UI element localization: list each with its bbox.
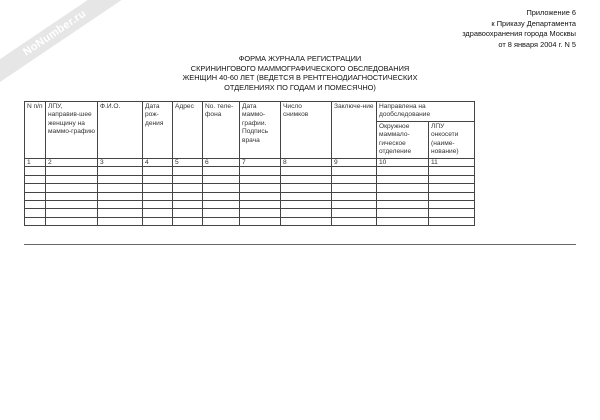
empty-cell: [203, 209, 240, 217]
table-row: [25, 209, 475, 217]
table-row: [25, 167, 475, 175]
header-cell: Дата рож-дения: [143, 102, 173, 159]
empty-cell: [46, 184, 98, 192]
empty-cell: [46, 217, 98, 225]
empty-cell: [173, 217, 203, 225]
empty-cell: [203, 167, 240, 175]
empty-cell: [240, 175, 281, 183]
table-row: [25, 192, 475, 200]
empty-cell: [173, 175, 203, 183]
empty-cell: [173, 184, 203, 192]
title-line: СКРИНИНГОВОГО МАММОГРАФИЧЕСКОГО ОБСЛЕДОВАНИЯ: [190, 63, 410, 73]
empty-cell: [143, 217, 173, 225]
empty-cell: [98, 200, 143, 208]
empty-cell: [203, 200, 240, 208]
empty-cell: [203, 192, 240, 200]
empty-cell: [143, 209, 173, 217]
document-title: [150, 54, 450, 92]
empty-cell: [143, 167, 173, 175]
empty-cell: [25, 209, 46, 217]
empty-cell: [332, 184, 377, 192]
empty-cell: [46, 175, 98, 183]
empty-cell: [240, 184, 281, 192]
appendix-reference: [462, 8, 576, 50]
empty-cell: [98, 217, 143, 225]
column-number-row: [25, 158, 475, 167]
empty-cell: [332, 167, 377, 175]
empty-cell: [25, 167, 46, 175]
empty-cell: [429, 192, 475, 200]
appendix-line: от 8 января 2004 г. N 5: [498, 39, 576, 49]
column-number: 2: [46, 158, 98, 167]
empty-cell: [25, 200, 46, 208]
title-line: ЖЕНЩИН 40-60 ЛЕТ (ВЕДЕТСЯ В РЕНТГЕНОДИАГНОСТИЧЕСКИХ: [182, 73, 418, 83]
column-number: 8: [281, 158, 332, 167]
column-number: 6: [203, 158, 240, 167]
empty-cell: [25, 192, 46, 200]
empty-cell: [429, 184, 475, 192]
empty-cell: [281, 167, 332, 175]
empty-cell: [281, 217, 332, 225]
empty-cell: [429, 209, 475, 217]
empty-cell: [203, 175, 240, 183]
column-number: 10: [377, 158, 429, 167]
empty-cell: [143, 200, 173, 208]
header-cell: Дата маммо-графии. Подпись врача: [240, 102, 281, 159]
appendix-line: к Приказу Департамента: [491, 18, 576, 28]
empty-cell: [98, 184, 143, 192]
empty-cell: [377, 184, 429, 192]
empty-cell: [281, 192, 332, 200]
empty-cell: [429, 217, 475, 225]
empty-cell: [332, 217, 377, 225]
empty-cell: [173, 200, 203, 208]
empty-cell: [240, 167, 281, 175]
empty-cell: [25, 217, 46, 225]
subheader-cell: Окружное маммало-гическое отделение: [377, 121, 429, 158]
table-row: [25, 184, 475, 192]
empty-cell: [25, 175, 46, 183]
column-number: 1: [25, 158, 46, 167]
header-cell: N п/п: [25, 102, 46, 159]
empty-cell: [377, 200, 429, 208]
divider-line: [24, 244, 576, 245]
empty-cell: [429, 167, 475, 175]
empty-cell: [240, 192, 281, 200]
empty-cell: [332, 175, 377, 183]
header-cell: Число снимков: [281, 102, 332, 159]
empty-cell: [377, 167, 429, 175]
empty-cell: [281, 209, 332, 217]
column-number: 9: [332, 158, 377, 167]
empty-cell: [332, 200, 377, 208]
empty-cell: [143, 192, 173, 200]
empty-cell: [377, 192, 429, 200]
header-cell: Ф.И.О.: [98, 102, 143, 159]
header-cell: Адрес: [173, 102, 203, 159]
title-line: ФОРМА ЖУРНАЛА РЕГИСТРАЦИИ: [238, 54, 362, 63]
table-row: [25, 175, 475, 183]
empty-cell: [281, 200, 332, 208]
empty-cell: [203, 184, 240, 192]
empty-cell: [240, 209, 281, 217]
empty-cell: [173, 209, 203, 217]
empty-cell: [281, 175, 332, 183]
empty-cell: [429, 200, 475, 208]
empty-cell: [240, 217, 281, 225]
empty-cell: [98, 209, 143, 217]
empty-cell: [203, 217, 240, 225]
empty-cell: [46, 200, 98, 208]
appendix-line: Приложение 6: [526, 8, 576, 17]
empty-cell: [377, 175, 429, 183]
empty-cell: [377, 217, 429, 225]
empty-cell: [46, 192, 98, 200]
column-number: 7: [240, 158, 281, 167]
empty-cell: [98, 167, 143, 175]
table-row: [25, 200, 475, 208]
empty-cell: [98, 192, 143, 200]
header-cell: Заключе-ние: [332, 102, 377, 159]
table-row: [25, 217, 475, 225]
header-row: [25, 102, 475, 122]
empty-cell: [377, 209, 429, 217]
registration-journal-table: [24, 101, 475, 226]
column-number: 11: [429, 158, 475, 167]
column-number: 3: [98, 158, 143, 167]
watermark: NoNumber.ru: [0, 0, 131, 89]
column-number: 5: [173, 158, 203, 167]
header-cell: ЛПУ, направив-шее женщину на маммо-графию: [46, 102, 98, 159]
empty-cell: [240, 200, 281, 208]
empty-cell: [173, 167, 203, 175]
empty-cell: [332, 209, 377, 217]
header-cell: No. теле-фона: [203, 102, 240, 159]
empty-cell: [143, 175, 173, 183]
column-number: 4: [143, 158, 173, 167]
empty-cell: [143, 184, 173, 192]
title-line: ОТДЕЛЕНИЯХ ПО ГОДАМ И ПОМЕСЯЧНО): [224, 82, 376, 92]
empty-cell: [281, 184, 332, 192]
empty-cell: [46, 167, 98, 175]
empty-cell: [429, 175, 475, 183]
empty-cell: [332, 192, 377, 200]
group-header-cell: Направлена на дообследование: [377, 102, 475, 122]
empty-cell: [25, 184, 46, 192]
subheader-cell: ЛПУ онкосети (наиме-нование): [429, 121, 475, 158]
empty-cell: [46, 209, 98, 217]
empty-cell: [98, 175, 143, 183]
appendix-line: здравоохранения города Москвы: [462, 29, 576, 39]
empty-cell: [173, 192, 203, 200]
